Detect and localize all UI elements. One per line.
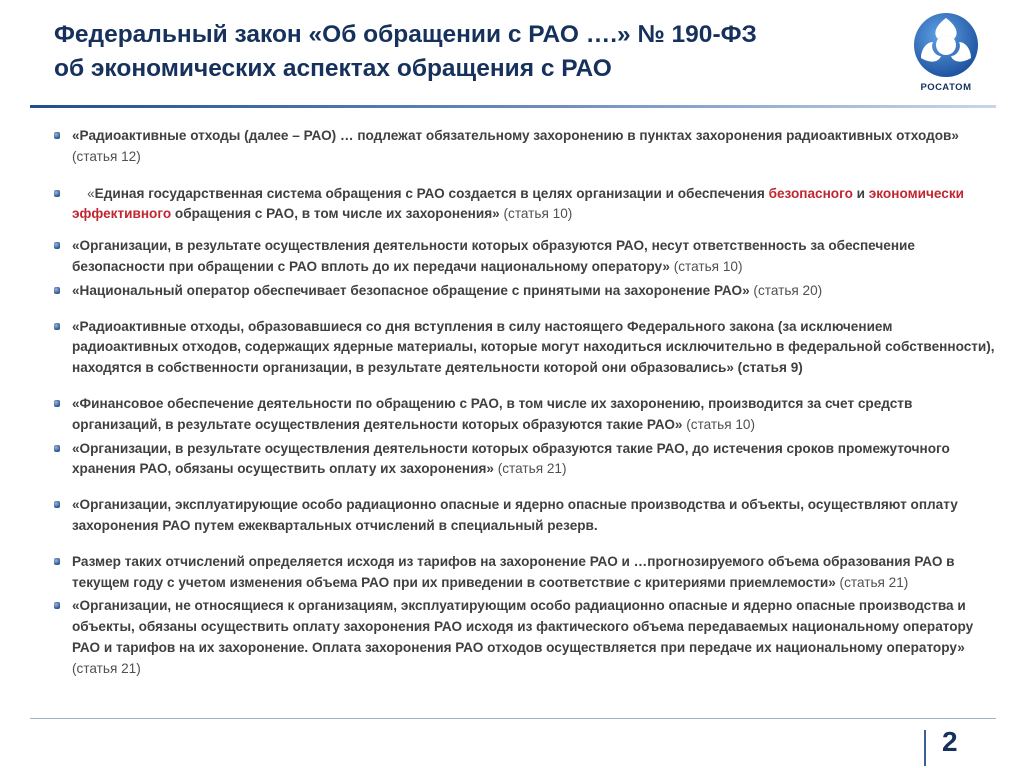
bullet-icon (54, 602, 60, 609)
bullet-icon (54, 323, 60, 330)
bullet-list (52, 126, 997, 680)
quote-text: и (852, 185, 869, 201)
list-item (52, 184, 997, 226)
slide-title (54, 18, 894, 86)
quote-text: «Организации, в результате осуществления деятельности которых образуются такие РАО, до истечения сроков промежуточного хранения РАО, обязаны осуществить оплату их захоронения» (72, 440, 950, 477)
list-item (52, 236, 997, 278)
quote-open: « (72, 185, 95, 201)
footer-divider (30, 718, 996, 719)
bullet-icon (54, 400, 60, 407)
bullet-icon (54, 132, 60, 139)
list-item (52, 317, 997, 379)
list-item (52, 439, 997, 481)
title-line-2: об экономических аспектах обращения с РАО (54, 55, 612, 82)
header-divider (30, 105, 996, 108)
page-number-separator (924, 730, 926, 766)
article-ref: (статья 12) (72, 148, 141, 164)
article-ref: (статья 20) (749, 282, 823, 298)
quote-text: «Организации, не относящиеся к организациям, эксплуатирующим особо радиационно опасные и ядерно опасные производства и объекты, обязаны осуществить оплату захоронения РАО исходя из фактического объема передаваемых национальному оператору РАО и тарифов на их захоронение. Оплата захоронения РАО отходов осуществляется при передаче их национальному оператору» (72, 598, 974, 655)
quote-text: обращения с РАО, в том числе их захоронения» (171, 206, 500, 222)
list-item (52, 126, 997, 168)
article-ref: (статья 10) (682, 416, 755, 432)
highlight-safe: безопасного (768, 185, 853, 201)
list-item (52, 596, 997, 679)
list-item (52, 394, 997, 436)
page-number: 2 (942, 726, 958, 757)
bullet-icon (54, 287, 60, 294)
quote-text: Единая государственная система обращения с РАО создается в целях организации и обеспечения (94, 185, 769, 201)
logo-text: РОСАТОМ (920, 82, 972, 93)
article-ref: (статья 21) (835, 574, 909, 590)
bullet-icon (54, 242, 60, 249)
highlight-economic: экономически эффективного (72, 185, 964, 222)
quote-text: «Радиоактивные отходы (далее – РАО) … подлежат обязательному захоронению в пунктах захоронения радиоактивных отходов» (72, 128, 959, 143)
article-ref: (статья 21) (493, 461, 567, 477)
article-ref: (статья 10) (499, 206, 573, 222)
rosatom-logo (906, 12, 986, 102)
quote-text: «Радиоактивные отходы, образовавшиеся со дня вступления в силу настоящего Федерального закона (за исключением радиоактивных отходов, содержащих ядерные материалы, которые могут находиться исключительно в федеральной собственности), находятся в собственности организации, в результате деятельности которой они образовались» (статья 9) (72, 318, 995, 376)
bullet-icon (54, 501, 60, 508)
bullet-icon (54, 558, 60, 565)
bullet-icon (54, 190, 60, 197)
article-ref: (статья 21) (72, 660, 141, 676)
list-item (52, 495, 997, 537)
quote-text: «Национальный оператор обеспечивает безопасное обращение с принятыми на захоронение РАО» (72, 282, 750, 298)
quote-text: «Финансовое обеспечение деятельности по обращению с РАО, в том числе их захоронению, производится за счет средств организаций, в результате осуществления деятельности которых образуются такие РАО» (72, 395, 913, 432)
list-item (52, 552, 997, 594)
quote-text: Размер таких отчислений определяется исходя из тарифов на захоронение РАО и …прогнозируемого объема образования РАО в текущем году с учетом изменения объема РАО при их приведении в соответствие с критериями приемлемости» (72, 553, 955, 590)
article-ref: (статья 10) (669, 258, 743, 274)
list-item (52, 281, 997, 302)
rosatom-logo-icon (913, 12, 979, 78)
title-line-1: Федеральный закон «Об обращении с РАО ….» № 190-ФЗ (54, 21, 757, 48)
quote-text: «Организации, эксплуатирующие особо радиационно опасные и ядерно опасные производства и объекты, осуществляют оплату захоронения РАО путем ежеквартальных отчислений в специальный резерв. (72, 497, 958, 533)
bullet-icon (54, 445, 60, 452)
quote-text: «Организации, в результате осуществления деятельности которых образуются РАО, несут ответственность за обеспечение безопасности при обращении с РАО вплоть до их передачи национальному оператору» (72, 238, 915, 274)
